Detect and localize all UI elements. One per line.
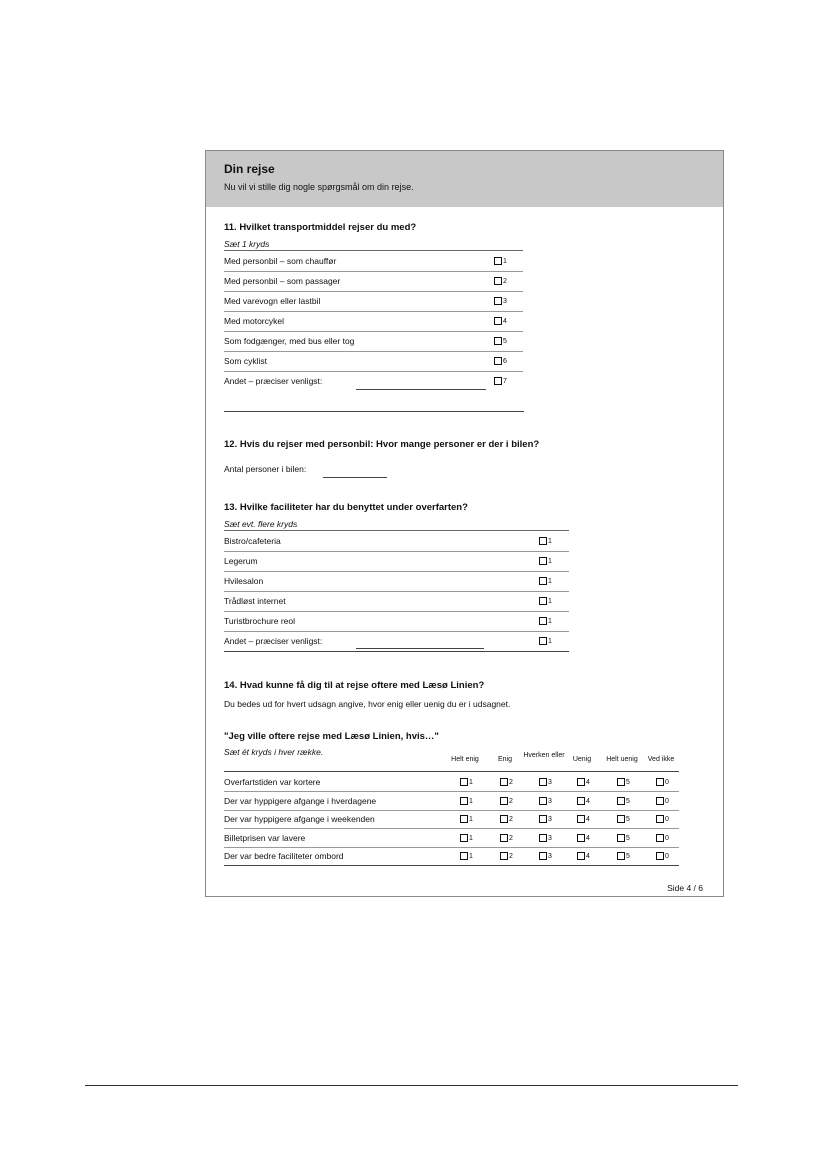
q13-option-checkbox[interactable]: [539, 537, 547, 545]
q14-statement-label: Billetprisen var lavere: [224, 832, 306, 843]
q14-answer-code: 0: [665, 816, 669, 823]
q14-answer-code: 2: [509, 797, 513, 805]
q14-statement-row: [224, 847, 679, 866]
q14-column-header: Hverken eller: [523, 752, 565, 759]
section-subtitle: Nu vil vi stille dig nogle spørgsmål om din rejse.: [224, 182, 414, 192]
q11-option-label: Med personbil – som passager: [224, 276, 341, 286]
q14-answer-checkbox[interactable]: [656, 852, 664, 860]
q11-option-label: Med varevogn eller lastbil: [224, 296, 321, 306]
q11-option-checkbox[interactable]: [494, 357, 502, 365]
q11-option-row: [224, 251, 523, 272]
q14-column-header: Enig: [497, 756, 512, 763]
q14-header-rule: [224, 771, 679, 772]
q14-column-header: Helt uenig: [606, 756, 638, 763]
q14-answer-code: 5: [626, 816, 630, 823]
q13-instruction: Sæt evt. flere kryds: [224, 519, 298, 529]
q14-answer-checkbox[interactable]: [656, 778, 664, 786]
q11-option-code: 7: [503, 378, 507, 385]
q13-option-checkbox[interactable]: [539, 557, 547, 565]
q14-column-header: Uenig: [572, 756, 592, 763]
q11-option-code: 1: [503, 258, 507, 265]
q14-answer-code: 5: [626, 779, 630, 786]
q11-option-checkbox[interactable]: [494, 377, 502, 385]
q14-answer-code: 4: [586, 834, 590, 842]
page-number: Side 4 / 6: [667, 883, 703, 893]
q14-statement: "Jeg ville oftere rejse med Læsø Linien, hvis…": [224, 731, 439, 742]
q11-option-checkbox[interactable]: [494, 317, 502, 325]
q11-option-row: [224, 271, 523, 292]
q14-answer-code: 1: [469, 853, 473, 860]
q12-field-label: Antal personer i bilen:: [224, 464, 307, 474]
q14-answer-code: 4: [586, 816, 590, 823]
q14-answer-checkbox[interactable]: [577, 852, 585, 860]
q14-answer-checkbox[interactable]: [656, 815, 664, 823]
q14-answer-code: 5: [626, 853, 630, 860]
q14-statement-row: [224, 829, 679, 848]
q13-title: 13. Hvilke faciliteter har du benyttet under overfarten?: [224, 502, 468, 513]
q13-option-row: [224, 531, 569, 552]
q14-statement-label: Der var hyppigere afgange i hverdagene: [224, 795, 377, 806]
q11-title: 11. Hvilket transportmiddel rejser du med?: [224, 222, 417, 233]
q14-answer-checkbox[interactable]: [539, 815, 547, 823]
q11-other-write-line: [356, 389, 486, 390]
q14-statement-label: Overfartstiden var kortere: [224, 777, 321, 787]
q11-option-row: [224, 311, 523, 332]
q13-option-checkbox[interactable]: [539, 597, 547, 605]
q13-option-code: 1: [548, 538, 552, 545]
q11-option-checkbox[interactable]: [494, 257, 502, 265]
q14-answer-code: 0: [665, 797, 669, 805]
q11-option-row: [224, 371, 523, 391]
q14-statement-row: [224, 810, 679, 829]
q14-answer-code: 4: [586, 779, 590, 786]
q11-option-label: Som cyklist: [224, 356, 267, 366]
q11-option-row: [224, 331, 523, 352]
q11-option-row: [224, 351, 523, 372]
q14-answer-code: 0: [665, 834, 669, 842]
q12-persons-field[interactable]: [323, 477, 387, 478]
q13-option-code: 1: [548, 558, 552, 565]
q13-option-label: Legerum: [224, 556, 258, 566]
q14-answer-checkbox[interactable]: [656, 797, 664, 805]
q14-answer-code: 3: [548, 797, 552, 805]
q13-option-row: [224, 551, 569, 572]
q11-instruction: Sæt 1 kryds: [224, 239, 270, 249]
q14-answer-code: 2: [509, 779, 513, 786]
q14-column-header: Helt enig: [451, 756, 479, 763]
q13-option-label: Trådløst internet: [224, 596, 286, 606]
q14-column-header: Ved ikke: [647, 756, 675, 763]
q14-answer-code: 2: [509, 853, 513, 860]
q14-answer-code: 1: [469, 834, 473, 842]
q14-answer-checkbox[interactable]: [460, 834, 468, 842]
q14-statement-row: [224, 792, 679, 811]
q11-option-code: 4: [503, 318, 507, 325]
q13-option-row: [224, 571, 569, 592]
q11-option-code: 5: [503, 338, 507, 345]
q14-answer-code: 5: [626, 797, 630, 805]
q14-answer-code: 3: [548, 779, 552, 786]
q14-answer-code: 1: [469, 816, 473, 823]
q12-title: 12. Hvis du rejser med personbil: Hvor mange personer er der i bilen?: [224, 439, 540, 450]
q14-answer-checkbox[interactable]: [656, 834, 664, 842]
q14-answer-code: 3: [548, 853, 552, 860]
q14-answer-checkbox[interactable]: [539, 834, 547, 842]
section-title: Din rejse: [224, 162, 275, 176]
q14-answer-checkbox[interactable]: [617, 852, 625, 860]
q14-statement-label: Der var hyppigere afgange i weekenden: [224, 814, 375, 824]
q14-statement-row: [224, 773, 679, 792]
q11-option-label: Som fodgænger, med bus eller tog: [224, 336, 355, 346]
q14-answer-checkbox[interactable]: [500, 852, 508, 860]
q13-option-checkbox[interactable]: [539, 577, 547, 585]
q13-option-row: [224, 611, 569, 632]
q14-answer-code: 3: [548, 834, 552, 842]
q13-option-label: Turistbrochure reol: [224, 616, 296, 626]
questionnaire-page: [205, 150, 724, 897]
q14-answer-checkbox[interactable]: [460, 852, 468, 860]
q14-answer-code: 2: [509, 816, 513, 823]
q14-answer-code: 1: [469, 779, 473, 786]
q14-answer-code: 4: [586, 797, 590, 805]
q14-answer-checkbox[interactable]: [577, 778, 585, 786]
q11-option-code: 2: [503, 278, 507, 285]
section-header: [206, 151, 723, 207]
q13-option-row: [224, 591, 569, 612]
q13-option-code: 1: [548, 578, 552, 585]
q11-option-label: Andet – præciser venligst:: [224, 376, 323, 386]
page-bottom-rule: [85, 1085, 738, 1086]
q14-answer-checkbox[interactable]: [617, 834, 625, 842]
q14-answer-checkbox[interactable]: [617, 797, 625, 805]
q13-option-code: 1: [548, 598, 552, 605]
q13-option-code: 1: [548, 638, 552, 645]
q14-answer-checkbox[interactable]: [500, 797, 508, 805]
q11-option-label: Med motorcykel: [224, 316, 284, 326]
q14-answer-checkbox[interactable]: [577, 815, 585, 823]
q14-answer-checkbox[interactable]: [539, 852, 547, 860]
q14-intro: Du bedes ud for hvert udsagn angive, hvor enig eller uenig du er i udsagnet.: [224, 699, 511, 709]
q11-option-checkbox[interactable]: [494, 297, 502, 305]
q14-answer-code: 3: [548, 816, 552, 823]
q11-option-code: 6: [503, 358, 507, 365]
q14-instruction: Sæt ét kryds i hver række.: [224, 747, 324, 757]
q14-answer-code: 0: [665, 853, 669, 860]
q14-answer-code: 1: [469, 797, 473, 805]
q11-option-row: [224, 291, 523, 312]
q13-option-label: Hvilesalon: [224, 576, 264, 586]
q14-answer-code: 0: [665, 779, 669, 786]
q14-statement-label: Der var bedre faciliteter ombord: [224, 851, 344, 861]
q14-answer-checkbox[interactable]: [500, 815, 508, 823]
q11-option-checkbox[interactable]: [494, 277, 502, 285]
q14-answer-checkbox[interactable]: [500, 834, 508, 842]
q11-option-checkbox[interactable]: [494, 337, 502, 345]
q14-answer-code: 4: [586, 853, 590, 860]
q14-answer-checkbox[interactable]: [577, 834, 585, 842]
q14-title: 14. Hvad kunne få dig til at rejse oftere med Læsø Linien?: [224, 680, 485, 691]
q14-answer-checkbox[interactable]: [460, 778, 468, 786]
q14-answer-checkbox[interactable]: [460, 815, 468, 823]
q13-option-label: Andet – præciser venligst:: [224, 636, 323, 646]
q14-answer-code: 5: [626, 834, 630, 842]
q13-option-checkbox[interactable]: [539, 617, 547, 625]
q11-option-label: Med personbil – som chauffør: [224, 256, 337, 266]
q13-option-checkbox[interactable]: [539, 637, 547, 645]
q13-option-code: 1: [548, 618, 552, 625]
q14-answer-checkbox[interactable]: [500, 778, 508, 786]
q14-answer-checkbox[interactable]: [617, 778, 625, 786]
q14-answer-checkbox[interactable]: [539, 797, 547, 805]
q11-option-code: 3: [503, 298, 507, 305]
q13-other-write-line: [356, 648, 484, 649]
q14-answer-checkbox[interactable]: [617, 815, 625, 823]
q14-answer-checkbox[interactable]: [460, 797, 468, 805]
q14-answer-checkbox[interactable]: [577, 797, 585, 805]
q13-option-label: Bistro/cafeteria: [224, 536, 281, 546]
q11-other-write-line-2: [224, 411, 524, 412]
q14-answer-code: 2: [509, 834, 513, 842]
q14-answer-checkbox[interactable]: [539, 778, 547, 786]
